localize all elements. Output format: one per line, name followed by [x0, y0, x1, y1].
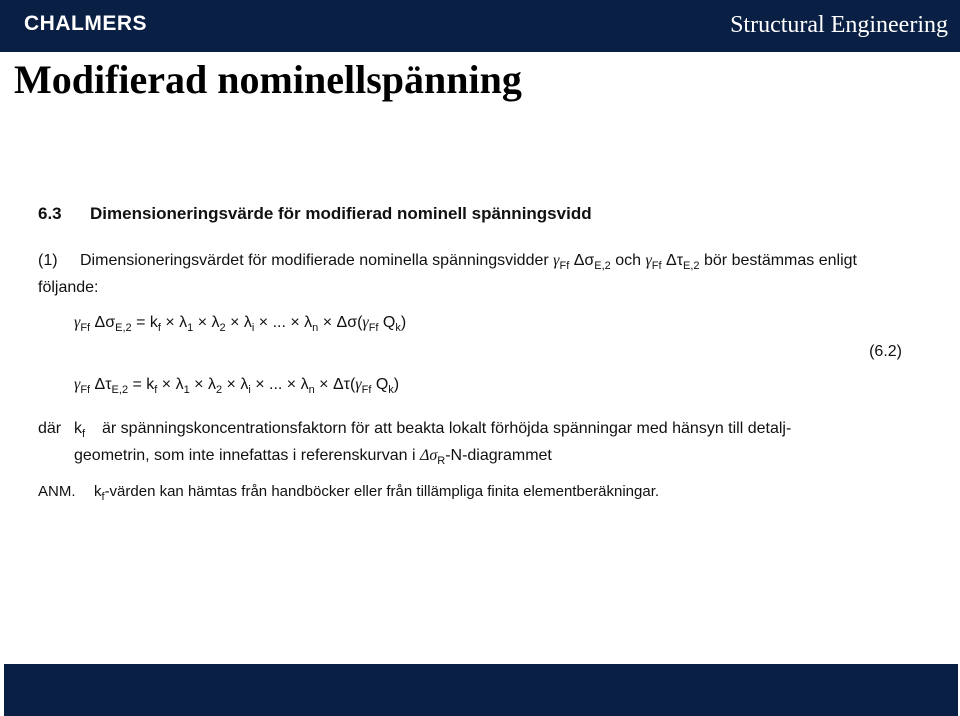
- section-number: 6.3: [38, 204, 62, 223]
- note-text: -värden kan hämtas från handböcker eller från tillämpliga finita elementberäkningar.: [104, 483, 660, 500]
- chalmers-logo: CHALMERS: [24, 12, 147, 35]
- paragraph-text-a: Dimensioneringsvärdet för modifierade nominella spänningsvidder: [80, 252, 549, 269]
- bottom-banner: [4, 664, 958, 716]
- symbol-tau-range: $\gamma_{Ff}$ $\Delta\tau_{E,2}$: [645, 252, 700, 273]
- top-banner: [0, 0, 960, 52]
- equation-tau: $\gamma_{Ff}$ $\Delta\tau_{E,2} = k_f \times \lambda_1 \times \lambda_2 \times \lambda_i$ × ... × $\lambda_n \times \Delta\tau(\gamma_{Ff}$ $Q_k$): [74, 376, 400, 397]
- section-title: Dimensioneringsvärde för modifierad nominell spänningsvidd: [90, 204, 592, 223]
- where-text-line2b: -N-diagrammet: [445, 447, 552, 465]
- where-clause: [38, 418, 908, 472]
- where-text-line2a: geometrin, som inte innefattas i referenskurvan i: [74, 447, 416, 465]
- note-label: ANM.: [38, 483, 76, 500]
- equation-number: (6.2): [869, 343, 902, 360]
- paragraph-1: [38, 250, 908, 299]
- section-heading: [38, 204, 592, 224]
- note: ANM. $k_f$-värden kan hämtas från handböcker eller från tillämpliga finita elementberäkningar.: [38, 483, 660, 503]
- paragraph-text-b: och: [615, 252, 642, 269]
- paragraph-text-c: bör bestämmas enligt följande:: [38, 252, 857, 297]
- department-label: Structural Engineering: [730, 12, 948, 38]
- where-continuation: geometrin, som inte innefattas i referenskurvan i $\Delta\sigma_R-N$-diagrammet: [74, 447, 552, 468]
- where-text-line1: är spänningskoncentrationsfaktorn för att beakta lokalt förhöjda spänningar med hänsyn till detalj-: [102, 420, 792, 437]
- symbol-sigma-range: $\gamma_{Ff}$ $\Delta\sigma_{E,2}$: [553, 252, 611, 273]
- paragraph-number: (1): [38, 252, 58, 269]
- where-symbol: $k_f$: [74, 420, 86, 441]
- where-label: där: [38, 420, 62, 437]
- equation-sigma: $\gamma_{Ff}$ $\Delta\sigma_{E,2} = k_f \times \lambda_1 \times \lambda_2 \times \lambda_i$ × ... × $\lambda_n \times \Delta\sigma(\gamma_{Ff}$ $Q_k$): [74, 314, 407, 335]
- page-title: Modifierad nominellspänning: [14, 57, 522, 102]
